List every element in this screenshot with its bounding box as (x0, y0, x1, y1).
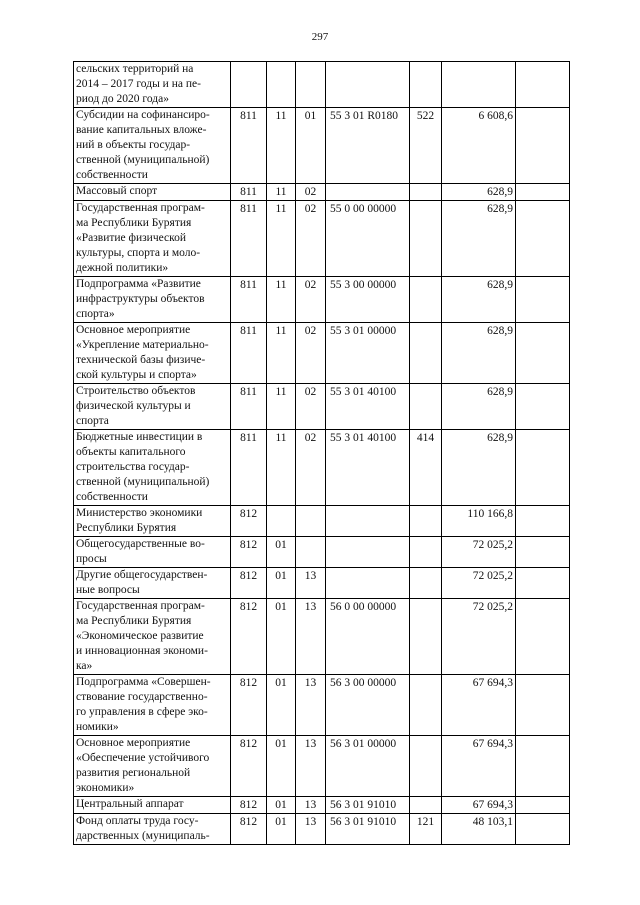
subsection-code-cell: 13 (296, 736, 326, 797)
target-article-cell: 55 3 01 40100 (326, 384, 410, 430)
expense-type-cell (410, 323, 442, 384)
expense-type-cell (410, 201, 442, 277)
amount-cell: 628,9 (442, 184, 516, 201)
expense-type-cell: 522 (410, 108, 442, 184)
table-row (74, 277, 570, 323)
amount-cell: 110 166,8 (442, 506, 516, 537)
ministry-code-cell: 812 (231, 537, 267, 568)
subsection-code-cell: 02 (296, 201, 326, 277)
row-name-cell: Массовый спорт (74, 184, 231, 201)
extra-column-cell (516, 184, 570, 201)
expense-type-cell (410, 537, 442, 568)
row-name-cell: Министерство экономики Республики Бурятия (74, 506, 231, 537)
ministry-code-cell: 812 (231, 599, 267, 675)
extra-column-cell (516, 277, 570, 323)
section-code-cell: 11 (267, 108, 296, 184)
expense-type-cell (410, 599, 442, 675)
amount-cell: 628,9 (442, 201, 516, 277)
amount-cell (442, 62, 516, 108)
ministry-code-cell (231, 62, 267, 108)
target-article-cell: 56 3 01 00000 (326, 736, 410, 797)
subsection-code-cell: 13 (296, 568, 326, 599)
target-article-cell (326, 568, 410, 599)
expense-type-cell: 121 (410, 814, 442, 845)
amount-cell: 67 694,3 (442, 797, 516, 814)
ministry-code-cell: 811 (231, 108, 267, 184)
ministry-code-cell: 811 (231, 277, 267, 323)
expense-type-cell: 414 (410, 430, 442, 506)
amount-cell: 6 608,6 (442, 108, 516, 184)
extra-column-cell (516, 108, 570, 184)
ministry-code-cell: 812 (231, 675, 267, 736)
row-name-cell: Подпрограмма «Развитие инфраструктуры объектов спорта» (74, 277, 231, 323)
extra-column-cell (516, 201, 570, 277)
table-row (74, 568, 570, 599)
target-article-cell (326, 506, 410, 537)
table-row (74, 736, 570, 797)
target-article-cell: 55 3 00 00000 (326, 277, 410, 323)
extra-column-cell (516, 506, 570, 537)
extra-column-cell (516, 568, 570, 599)
row-name-cell: Основное мероприятие «Обеспечение устойчивого развития региональной экономики» (74, 736, 231, 797)
subsection-code-cell: 13 (296, 675, 326, 736)
section-code-cell: 11 (267, 201, 296, 277)
ministry-code-cell: 812 (231, 736, 267, 797)
expense-type-cell (410, 736, 442, 797)
target-article-cell: 56 3 00 00000 (326, 675, 410, 736)
amount-cell: 628,9 (442, 384, 516, 430)
ministry-code-cell: 811 (231, 384, 267, 430)
ministry-code-cell: 812 (231, 568, 267, 599)
extra-column-cell (516, 537, 570, 568)
table-row (74, 201, 570, 277)
section-code-cell: 11 (267, 430, 296, 506)
section-code-cell: 11 (267, 323, 296, 384)
target-article-cell: 56 0 00 00000 (326, 599, 410, 675)
section-code-cell: 11 (267, 184, 296, 201)
row-name-cell: Государственная програм- ма Республики Бурятия «Развитие физической культуры, спорта и моло- дежной политики» (74, 201, 231, 277)
extra-column-cell (516, 814, 570, 845)
section-code-cell: 01 (267, 675, 296, 736)
amount-cell: 628,9 (442, 430, 516, 506)
extra-column-cell (516, 675, 570, 736)
amount-cell: 72 025,2 (442, 537, 516, 568)
subsection-code-cell (296, 506, 326, 537)
section-code-cell: 11 (267, 384, 296, 430)
target-article-cell (326, 184, 410, 201)
ministry-code-cell: 811 (231, 323, 267, 384)
table-row (74, 797, 570, 814)
subsection-code-cell: 02 (296, 384, 326, 430)
row-name-cell: Субсидии на софинансиро- вание капитальных вложе- ний в объекты государ- ственной (муниципальной) собственности (74, 108, 231, 184)
row-name-cell: Центральный аппарат (74, 797, 231, 814)
section-code-cell: 01 (267, 537, 296, 568)
expense-type-cell (410, 384, 442, 430)
target-article-cell (326, 62, 410, 108)
amount-cell: 67 694,3 (442, 675, 516, 736)
extra-column-cell (516, 62, 570, 108)
extra-column-cell (516, 430, 570, 506)
table-body (74, 62, 570, 845)
page-number: 297 (311, 31, 329, 43)
row-name-cell: Основное мероприятие «Укрепление материально- технической базы физиче- ской культуры и спорта» (74, 323, 231, 384)
row-name-cell: Государственная програм- ма Республики Бурятия «Экономическое развитие и инновационная экономи- ка» (74, 599, 231, 675)
table-row (74, 599, 570, 675)
section-code-cell (267, 506, 296, 537)
section-code-cell: 01 (267, 599, 296, 675)
subsection-code-cell: 02 (296, 184, 326, 201)
target-article-cell: 56 3 01 91010 (326, 814, 410, 845)
table-row (74, 814, 570, 845)
extra-column-cell (516, 736, 570, 797)
subsection-code-cell: 13 (296, 599, 326, 675)
subsection-code-cell (296, 62, 326, 108)
target-article-cell: 55 0 00 00000 (326, 201, 410, 277)
expense-type-cell (410, 277, 442, 323)
amount-cell: 628,9 (442, 323, 516, 384)
budget-table (73, 61, 570, 845)
target-article-cell: 55 3 01 00000 (326, 323, 410, 384)
subsection-code-cell: 13 (296, 814, 326, 845)
amount-cell: 67 694,3 (442, 736, 516, 797)
table-row (74, 537, 570, 568)
subsection-code-cell (296, 537, 326, 568)
ministry-code-cell: 811 (231, 430, 267, 506)
subsection-code-cell: 13 (296, 797, 326, 814)
row-name-cell: Бюджетные инвестиции в объекты капитального строительства государ- ственной (муниципальной) собственности (74, 430, 231, 506)
section-code-cell: 01 (267, 568, 296, 599)
section-code-cell: 01 (267, 797, 296, 814)
subsection-code-cell: 01 (296, 108, 326, 184)
table-row (74, 384, 570, 430)
row-name-cell: Подпрограмма «Совершен- ствование государственно- го управления в сфере эко- номики» (74, 675, 231, 736)
extra-column-cell (516, 323, 570, 384)
ministry-code-cell: 812 (231, 506, 267, 537)
expense-type-cell (410, 62, 442, 108)
table-row (74, 323, 570, 384)
amount-cell: 72 025,2 (442, 568, 516, 599)
section-code-cell: 01 (267, 736, 296, 797)
table-row (74, 184, 570, 201)
subsection-code-cell: 02 (296, 323, 326, 384)
table-row (74, 675, 570, 736)
target-article-cell: 55 3 01 R0180 (326, 108, 410, 184)
target-article-cell (326, 537, 410, 568)
subsection-code-cell: 02 (296, 430, 326, 506)
ministry-code-cell: 812 (231, 814, 267, 845)
row-name-cell: сельских территорий на 2014 – 2017 годы и на пе- риод до 2020 года» (74, 62, 231, 108)
amount-cell: 628,9 (442, 277, 516, 323)
amount-cell: 72 025,2 (442, 599, 516, 675)
target-article-cell: 55 3 01 40100 (326, 430, 410, 506)
row-name-cell: Общегосударственные во- просы (74, 537, 231, 568)
extra-column-cell (516, 599, 570, 675)
section-code-cell (267, 62, 296, 108)
target-article-cell: 56 3 01 91010 (326, 797, 410, 814)
extra-column-cell (516, 384, 570, 430)
table-row (74, 430, 570, 506)
ministry-code-cell: 811 (231, 184, 267, 201)
expense-type-cell (410, 675, 442, 736)
expense-type-cell (410, 184, 442, 201)
ministry-code-cell: 812 (231, 797, 267, 814)
expense-type-cell (410, 568, 442, 599)
section-code-cell: 11 (267, 277, 296, 323)
table-row (74, 108, 570, 184)
amount-cell: 48 103,1 (442, 814, 516, 845)
section-code-cell: 01 (267, 814, 296, 845)
row-name-cell: Строительство объектов физической культуры и спорта (74, 384, 231, 430)
extra-column-cell (516, 797, 570, 814)
table-row (74, 506, 570, 537)
expense-type-cell (410, 797, 442, 814)
subsection-code-cell: 02 (296, 277, 326, 323)
expense-type-cell (410, 506, 442, 537)
table-row (74, 62, 570, 108)
row-name-cell: Фонд оплаты труда госу- дарственных (муниципаль- (74, 814, 231, 845)
ministry-code-cell: 811 (231, 201, 267, 277)
row-name-cell: Другие общегосударствен- ные вопросы (74, 568, 231, 599)
